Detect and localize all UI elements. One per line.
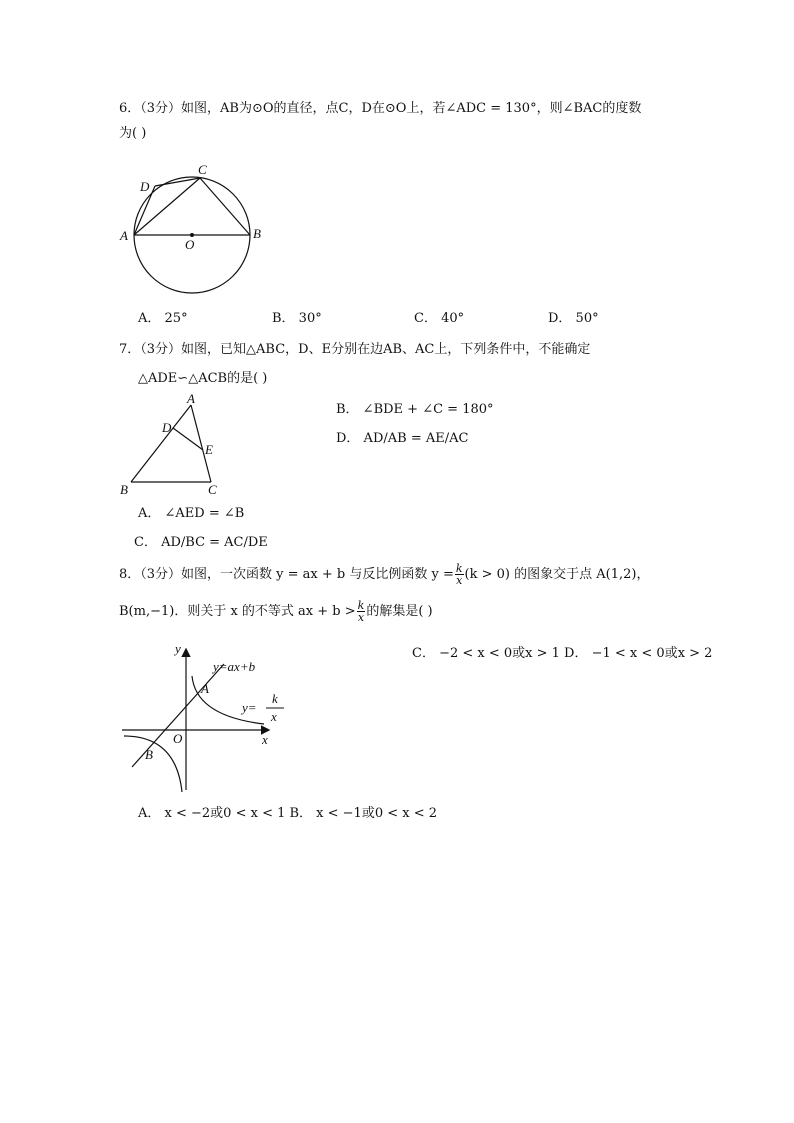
q8-inequality-fraction-k-over-x: $\frac{k}{x}$ <box>357 599 365 624</box>
q6-label-c: C <box>198 162 207 177</box>
q7-stem-line2: △ADE∽△ACB的是( ) <box>138 371 268 386</box>
q7-segment-de <box>173 428 203 450</box>
q6-option-d[interactable]: D． 50° <box>548 311 599 326</box>
q6-label-d: D <box>140 179 150 194</box>
q8-stem-line1-post: (k > 0) 的图象交于点 A(1,2)， <box>464 567 650 582</box>
q8-options-c-d[interactable]: C． −2 < x < 0或x > 1 D． −1 < x < 0或x > 2 <box>412 646 713 661</box>
q8-stem-fraction-k-over-x: $\frac{k}{x}$ <box>455 562 463 587</box>
q7-option-c[interactable]: C． AD/BC = AC/DE <box>134 535 268 550</box>
q6-label-o: O <box>185 237 195 252</box>
q7-label-d: D <box>162 420 172 435</box>
q8-hyperbola-label-x: x <box>271 709 277 724</box>
q6-circle-figure <box>118 160 268 300</box>
q8-stem-line2-pre: B(m,−1)．则关于 x 的不等式 ax + b > <box>119 604 356 619</box>
q8-line-label: y=ax+b <box>213 659 256 674</box>
q8-stem-line1-pre: 8．（3分）如图，一次函数 y = ax + b 与反比例函数 y = <box>119 567 454 582</box>
q8-stem-line1 <box>119 560 649 590</box>
q7-label-b: B <box>120 482 128 497</box>
q7-stem-line1: 7．（3分）如图，已知△ABC，D、E分别在边AB、AC上，下列条件中，不能确定 <box>119 342 591 357</box>
q8-hyperbola-label-prefix: y= <box>242 700 257 715</box>
q7-label-e: E <box>205 442 213 457</box>
q7-label-a: A <box>187 391 195 406</box>
q6-option-b[interactable]: B． 30° <box>272 311 322 326</box>
q7-option-d[interactable]: D． AD/AB = AE/AC <box>336 431 469 446</box>
q6-label-b: B <box>253 226 261 241</box>
q6-label-a: A <box>120 228 128 243</box>
q8-stem-line2 <box>119 597 433 627</box>
q7-option-a[interactable]: A． ∠AED = ∠B <box>138 506 245 521</box>
q7-side-ab <box>131 405 191 482</box>
q8-stem-line2-post: 的解集是( ) <box>366 604 433 619</box>
q8-label-b: B <box>145 747 153 762</box>
q6-stem-line2: 为( ) <box>119 126 147 141</box>
q7-option-b[interactable]: B． ∠BDE + ∠C = 180° <box>336 402 494 417</box>
q6-option-c[interactable]: C． 40° <box>414 311 465 326</box>
q6-stem-line1: 6．（3分）如图，AB为⊙O的直径，点C，D在⊙O上，若∠ADC = 130°，则∠BAC的度数 <box>119 101 642 116</box>
q8-label-o: O <box>173 731 183 746</box>
q8-graph-figure <box>118 640 288 800</box>
q8-label-y: y <box>175 641 181 656</box>
q8-hyperbola-label-k: k <box>272 691 278 706</box>
q6-option-a[interactable]: A． 25° <box>138 311 188 326</box>
q8-label-x: x <box>262 732 268 747</box>
q8-options-a-b[interactable]: A． x < −2或0 < x < 1 B． x < −1或0 < x < 2 <box>138 806 438 821</box>
q7-triangle-figure <box>118 392 238 502</box>
q7-label-c: C <box>208 482 217 497</box>
q8-label-a: A <box>201 681 209 696</box>
